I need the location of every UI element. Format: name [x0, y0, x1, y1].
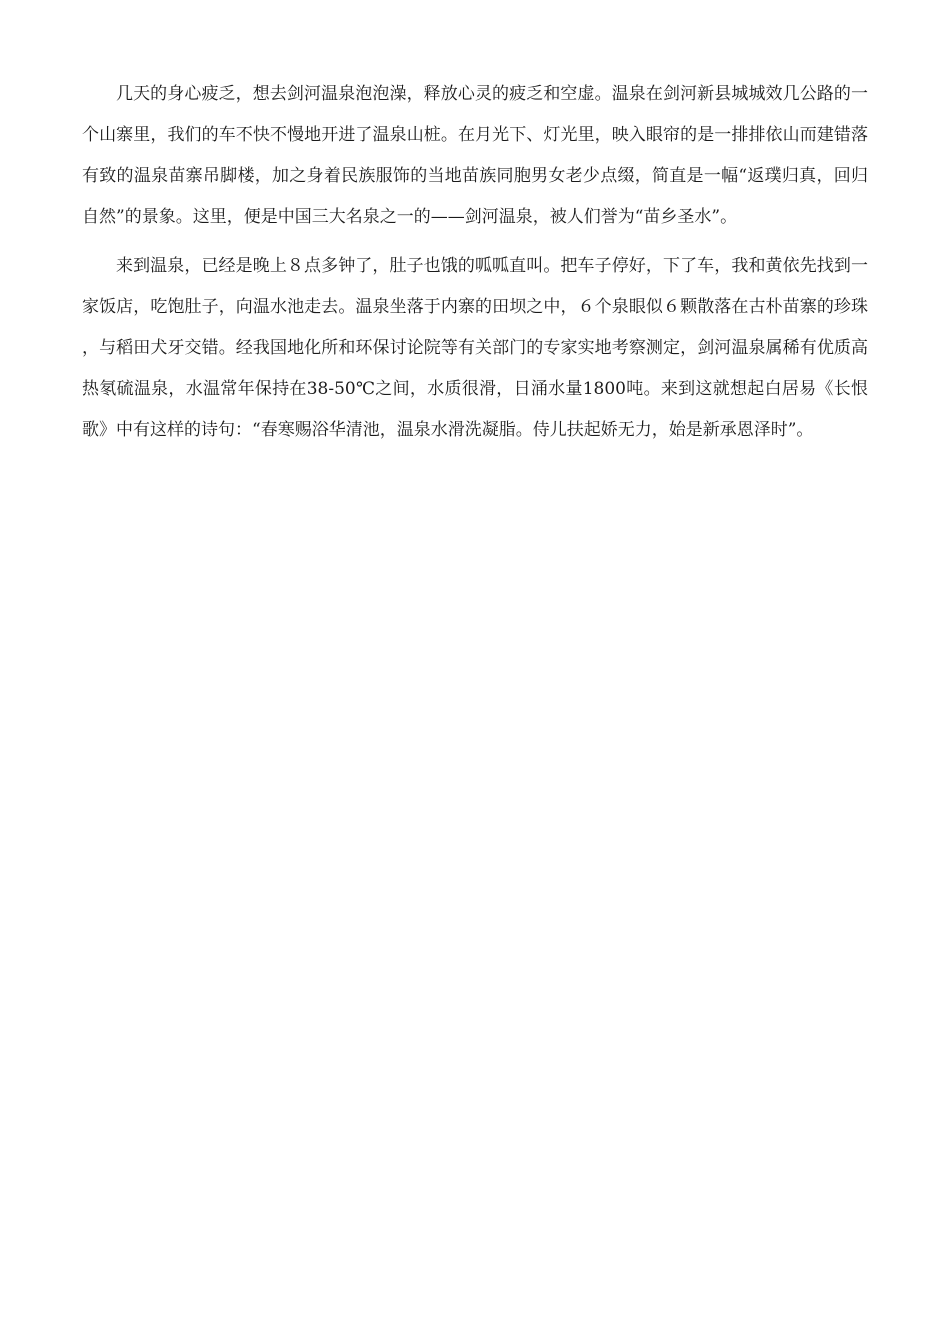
- paragraph-1: 几天的身心疲乏，想去剑河温泉泡泡澡，释放心灵的疲乏和空虚。温泉在剑河新县城城效几公路的一个山寨里，我们的车不快不慢地开进了温泉山桩。在月光下、灯光里，映入眼帘的是一排排依山而建错落有致的温泉苗寨吊脚楼，加之身着民族服饰的当地苗族同胞男女老少点缀，简直是一幅“返璞归真，回归自然”的景象。这里，便是中国三大名泉之一的——剑河温泉，被人们誉为“苗乡圣水”。: [82, 84, 868, 227]
- document-body: [82, 74, 868, 459]
- paragraph-2: 来到温泉，已经是晚上８点多钟了，肚子也饿的呱呱直叫。把车子停好，下了车，我和黄依先找到一家饭店，吃饱肚子，向温水池走去。温泉坐落于内寨的田坝之中，６个泉眼似６颗散落在古朴苗寨的珍珠，与稻田犬牙交错。经我国地化所和环保讨论院等有关部门的专家实地考察测定，剑河温泉属稀有优质高热氡硫温泉，水温常年保持在38-50℃之间，水质很滑，日涌水量1800吨。来到这就想起白居易《长恨歌》中有这样的诗句：“春寒赐浴华清池，温泉水滑洗凝脂。侍儿扶起娇无力，始是新承恩泽时”。: [82, 256, 868, 440]
